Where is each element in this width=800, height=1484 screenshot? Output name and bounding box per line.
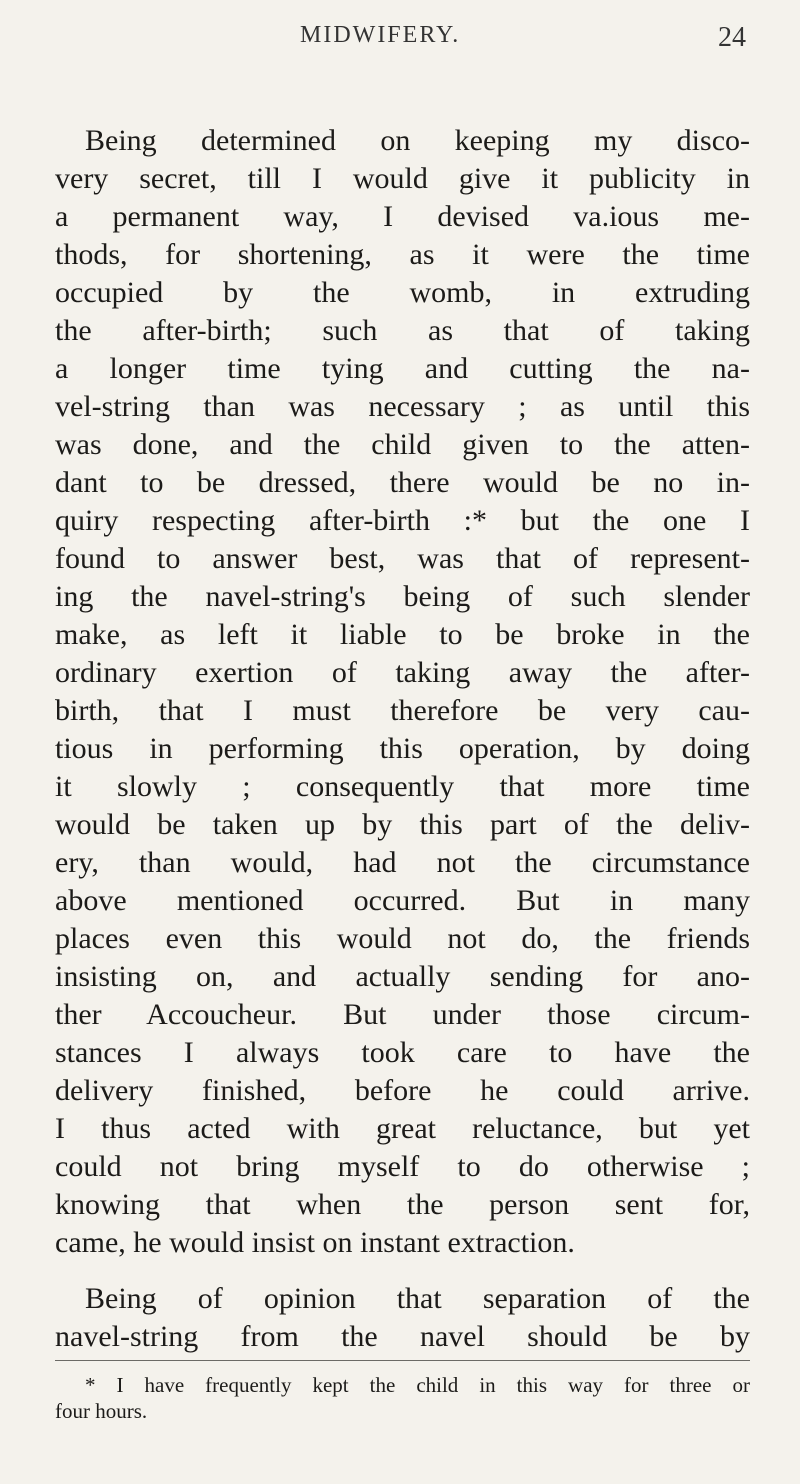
paragraph (55, 1280, 750, 1356)
text-line: ther Accoucheur. But under those circum- (55, 998, 750, 1031)
text-line: a longer time tying and cutting the na- (55, 352, 750, 385)
running-head (0, 22, 800, 62)
text-line: occupied by the womb, in extruding (55, 276, 750, 309)
footnote-rule (55, 1360, 750, 1361)
text-line: birth, that I must therefore be very cau- (55, 694, 750, 727)
text-line: could not bring myself to do otherwise ; (55, 1150, 750, 1183)
body-text (55, 122, 750, 1356)
text-line: above mentioned occurred. But in many (55, 884, 750, 917)
text-line: Being determined on keeping my disco- (85, 124, 750, 157)
text-line: insisting on, and actually sending for ano- (55, 960, 750, 993)
footnote-line: * I have frequently kept the child in this way for three or (85, 1373, 750, 1397)
text-line: ordinary exertion of taking away the after- (55, 656, 750, 689)
text-line: came, he would insist on instant extraction. (55, 1226, 575, 1259)
text-line: a permanent way, I devised va.ious me- (55, 200, 750, 233)
text-line: very secret, till I would give it publicity in (55, 162, 750, 195)
text-line: quiry respecting after-birth :* but the one I (55, 504, 750, 537)
text-line: delivery finished, before he could arrive. (55, 1074, 750, 1107)
text-line: thods, for shortening, as it were the time (55, 238, 750, 271)
running-title: MIDWIFERY. (300, 22, 461, 48)
text-line: I thus acted with great reluctance, but yet (55, 1112, 750, 1145)
text-line: ing the navel-string's being of such slender (55, 580, 750, 613)
text-line: found to answer best, was that of represent- (55, 542, 750, 575)
text-line: places even this would not do, the friends (55, 922, 750, 955)
text-line: navel-string from the navel should be by (55, 1320, 750, 1353)
text-line: the after-birth; such as that of taking (55, 314, 750, 347)
text-line: Being of opinion that separation of the (85, 1282, 750, 1315)
text-line: tious in performing this operation, by doing (55, 732, 750, 765)
text-line: dant to be dressed, there would be no in- (55, 466, 750, 499)
text-line: would be taken up by this part of the deliv- (55, 808, 750, 841)
paragraph (55, 122, 750, 1262)
paragraph-gap (55, 1262, 750, 1280)
text-line: knowing that when the person sent for, (55, 1188, 750, 1221)
text-line: vel-string than was necessary ; as until this (55, 390, 750, 423)
text-line: was done, and the child given to the atten- (55, 428, 750, 461)
footnote (55, 1372, 750, 1424)
text-line: stances I always took care to have the (55, 1036, 750, 1069)
text-line: ery, than would, had not the circumstance (55, 846, 750, 879)
text-line: it slowly ; consequently that more time (55, 770, 750, 803)
page-number: 24 (718, 22, 746, 53)
text-line: make, as left it liable to be broke in the (55, 618, 750, 651)
footnote-line: four hours. (55, 1399, 148, 1423)
